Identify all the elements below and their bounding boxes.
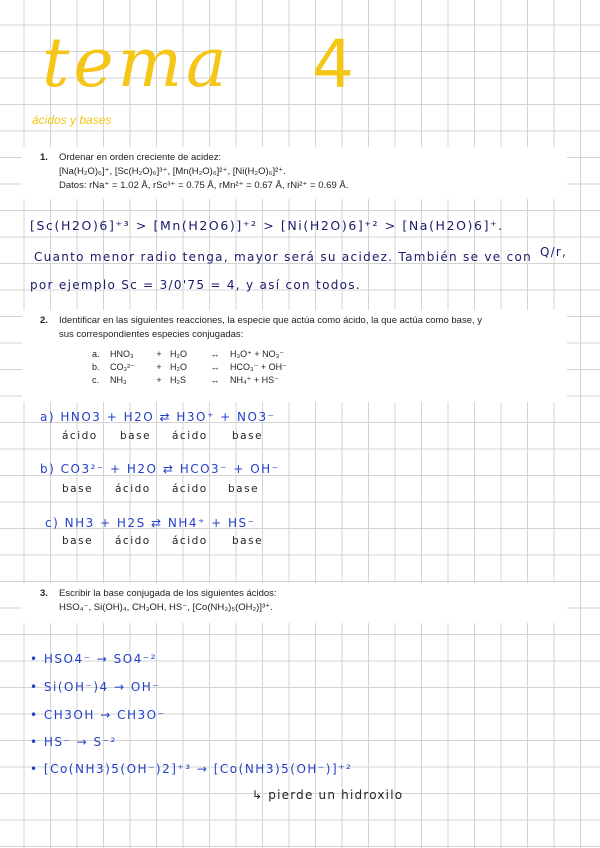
reaction-c [92, 374, 567, 387]
reaction-label: c. [92, 374, 100, 385]
question-1-line2: [Na(H₂O)₆]⁺, [Sc(H₂O)₆]³⁺, [Mn(H₂O)₆]²⁺, [Ni(H₂O)₆]²⁺. [59, 165, 286, 177]
reactant-1: CO₃²⁻ [110, 361, 135, 372]
answer-3-note: ↳ pierde un hidroxilo [252, 788, 404, 802]
reaction-label: b. [92, 361, 100, 372]
answer-3-item-4: • HS⁻ → S⁻² [30, 735, 117, 749]
question-3 [22, 583, 567, 623]
question-2-line2: sus correspondientes especies conjugadas: [59, 328, 244, 340]
reaction-b [92, 361, 567, 374]
reactant-2: H₂O [170, 348, 187, 359]
answer-2c-role-3: ácido [172, 535, 208, 547]
reaction-label: a. [92, 348, 100, 359]
answer-2b-role-4: base [228, 483, 260, 495]
plus-sign: + [156, 374, 162, 385]
question-1 [22, 147, 567, 199]
question-3-line2: HSO₄⁻, Si(OH)₄, CH₃OH, HS⁻, [Co(NH₃)₅(OH₂)]³⁺. [59, 601, 273, 613]
question-3-number: 3. [40, 588, 48, 599]
answer-3-item-5: • [Co(NH3)5(OH⁻)2]⁺³ → [Co(NH3)5(OH⁻)]⁺² [30, 762, 353, 776]
answer-2a-role-4: base [232, 430, 264, 442]
answer-2b-role-2: ácido [115, 483, 151, 495]
question-2 [22, 310, 567, 402]
answer-2b-species: b) CO3²⁻ + H2O ⇄ HCO3⁻ + OH⁻ [40, 462, 280, 476]
reactant-2: H₂O [170, 361, 187, 372]
plus-sign: + [156, 361, 162, 372]
products: NH₄⁺ + HS⁻ [230, 374, 279, 385]
reactant-1: HNO₃ [110, 348, 134, 359]
topic-number: 4 [312, 26, 354, 103]
reactant-1: NH₃ [110, 374, 127, 385]
answer-1-qr: Q/r, [540, 245, 568, 259]
answer-3-item-2: • Si(OH⁻)4 → OH⁻ [30, 680, 161, 694]
page-title: tema [42, 24, 231, 103]
answer-3-item-1: • HSO4⁻ → SO4⁻² [30, 652, 157, 666]
answer-1-order: [Sc(H2O)6]⁺³ > [Mn(H2O6)]⁺² > [Ni(H2O)6]⁺² > [Na(H2O)6]⁺. [30, 218, 504, 233]
answer-2b-role-1: base [62, 483, 94, 495]
question-2-number: 2. [40, 315, 48, 326]
equilibrium-arrow: ↔ [210, 374, 220, 385]
reaction-list [92, 348, 567, 387]
answer-2a-role-1: ácido [62, 430, 98, 442]
answer-1-example: por ejemplo Sc = 3/0'75 = 4, y así con todos. [30, 278, 361, 292]
products: HCO₃⁻ + OH⁻ [230, 361, 287, 372]
plus-sign: + [156, 348, 162, 359]
question-1-line1: Ordenar en orden creciente de acidez: [59, 152, 222, 163]
reaction-a [92, 348, 567, 361]
equilibrium-arrow: ↔ [210, 348, 220, 359]
answer-2c-role-2: ácido [115, 535, 151, 547]
equilibrium-arrow: ↔ [210, 361, 220, 372]
answer-3-item-3: • CH3OH → CH3O⁻ [30, 708, 166, 722]
answer-2a-species: a) HNO3 + H2O ⇄ H3O⁺ + NO3⁻ [40, 410, 276, 424]
products: H₃O⁺ + NO₃⁻ [230, 348, 285, 359]
question-2-line1: Identificar en las siguientes reacciones, la especie que actúa como ácido, la que actúa como base, y [59, 315, 483, 326]
answer-2b-role-3: ácido [172, 483, 208, 495]
answer-2a-role-3: ácido [172, 430, 208, 442]
answer-2c-species: c) NH3 + H2S ⇄ NH4⁺ + HS⁻ [45, 516, 256, 530]
answer-2c-role-1: base [62, 535, 94, 547]
question-3-line1: Escribir la base conjugada de los siguientes ácidos: [59, 588, 277, 599]
question-1-number: 1. [40, 152, 48, 163]
page-subtitle: ácidos y bases [32, 113, 112, 127]
reactant-2: H₂S [170, 374, 186, 385]
answer-1-explanation: Cuanto menor radio tenga, mayor será su acidez. También se ve con [34, 250, 533, 264]
question-1-line3: Datos: rNa⁺ = 1.02 Å, rSc³⁺ = 0.75 Å, rMn²⁺ = 0.67 Å, rNi²⁺ = 0.69 Å. [59, 179, 349, 191]
answer-2a-role-2: base [120, 430, 152, 442]
answer-2c-role-4: base [232, 535, 264, 547]
